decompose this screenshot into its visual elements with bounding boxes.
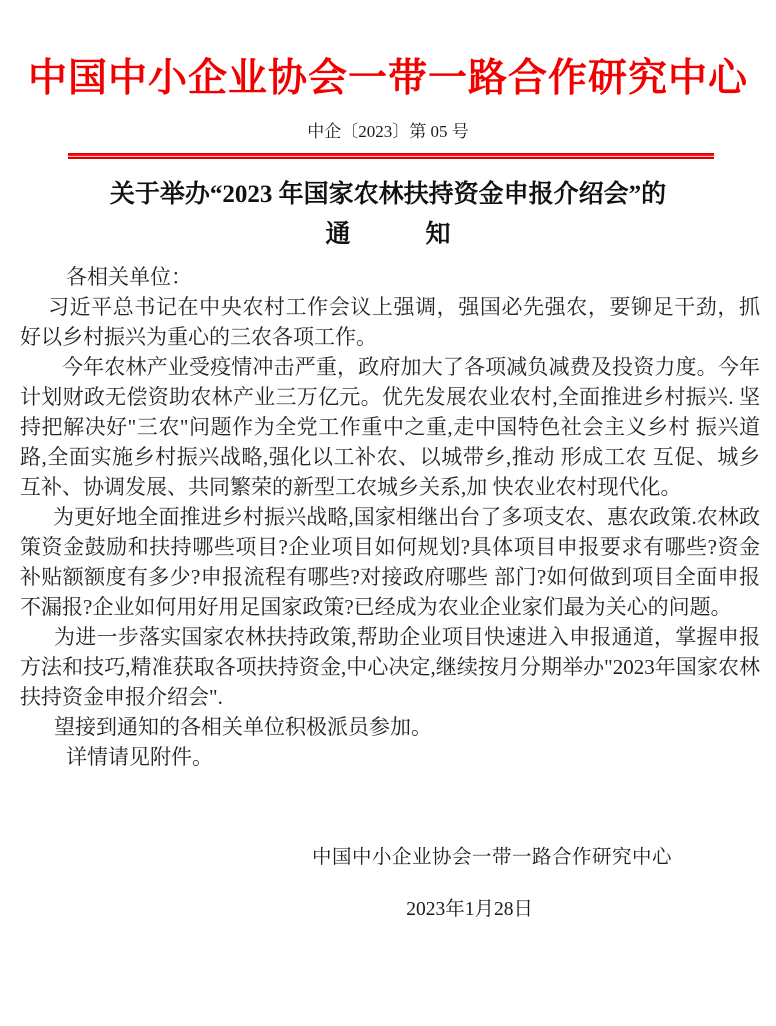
paragraph-2: 今年农林产业受疫情冲击严重，政府加大了各项减负减费及投资力度。今年计划财政无偿资助农林产业三万亿元。优先发展农业农村,全面推进乡村振兴. 坚持把解决好"三农"问题作为全党工作重中之重,走中国特色社会主义乡村 振兴道路,全面实施乡村振兴战略,强化以工补农、以城带乡,推动 形成工农 互促、城乡互补、协调发展、共同繁荣的新型工农城乡关系,加 快农业农村现代化。 <box>20 355 760 499</box>
doc-title-line2: 通 知 <box>325 221 451 248</box>
paragraph-3: 为更好地全面推进乡村振兴战略,国家相继出台了多项支农、惠农政策.农林政策资金鼓励和扶持哪些项目?企业项目如何规划?具体项目申报要求有哪些?资金补贴额额度有多少?申报流程有哪些?对接政府哪些 部门?如何做到项目全面申报不漏报?企业如何用好用足国家政策?已经成为农业企业家们最为关心的问题。 <box>20 505 760 619</box>
paragraph-1: 习近平总书记在中央农村工作会议上强调，强国必先强农，要铆足干劲，抓好以乡村振兴为重心的三农各项工作。 <box>20 295 760 349</box>
doc-number: 中企〔2023〕第 05 号 <box>307 122 469 141</box>
signature-date: 2023年1月28日 <box>406 899 533 920</box>
doc-title-line1: 关于举办“2023 年国家农林扶持资金申报介绍会”的 <box>109 181 667 208</box>
paragraph-4: 为进一步落实国家农林扶持政策,帮助企业项目快速进入申报通道，掌握申报方法和技巧,精准获取各项扶持资金,中心决定,继续按月分期举办"2023年国家农林扶持资金申报介绍会". <box>20 625 760 709</box>
paragraph-5: 望接到通知的各相关单位积极派员参加。 <box>54 715 432 739</box>
org-masthead: 中国中小企业协会一带一路合作研究中心 <box>27 57 748 100</box>
red-divider-line <box>68 153 714 159</box>
signature-organization: 中国中小企业协会一带一路合作研究中心 <box>311 847 672 868</box>
salutation: 各相关单位： <box>66 265 192 289</box>
paragraph-attachment-note: 详情请见附件。 <box>66 745 213 769</box>
document-body <box>20 292 760 772</box>
